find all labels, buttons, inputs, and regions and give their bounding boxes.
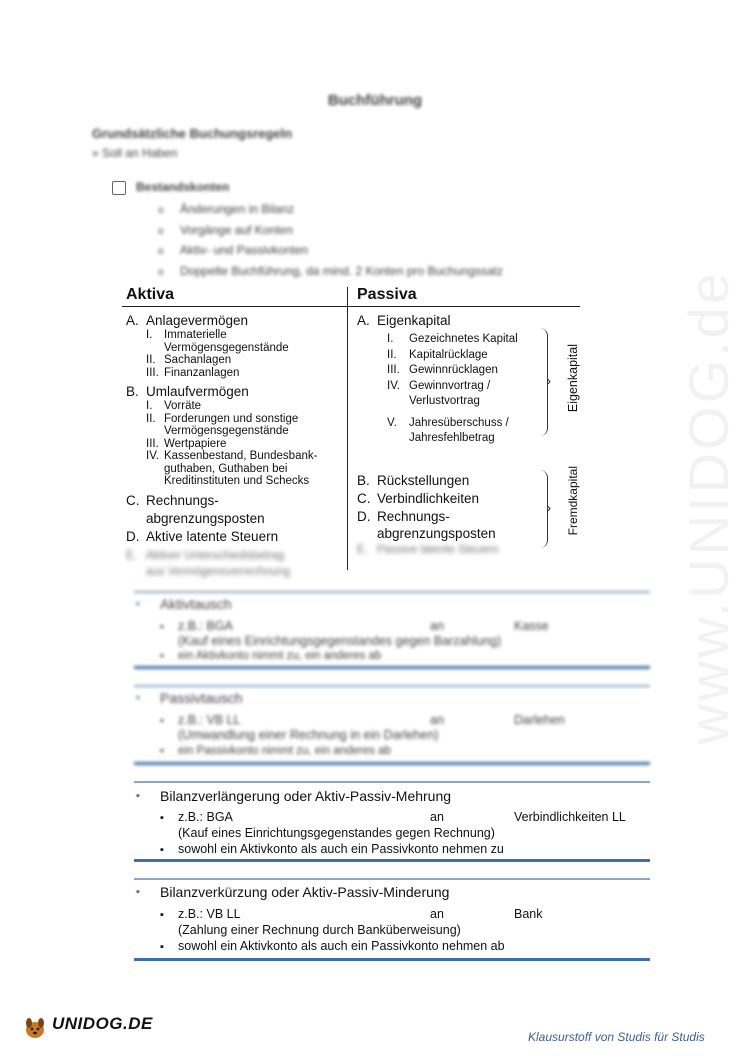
list-item: I. Gezeichnetes Kapital xyxy=(387,333,518,345)
list-item: o Aktiv- und Passivkonten xyxy=(158,241,503,262)
box-rule: ▪ sowohl ein Aktivkonto als auch ein Passivkonto nehmen zu xyxy=(160,841,504,858)
aktiva-c-cont: abgrenzungsposten xyxy=(146,510,265,526)
box-bilanzverkuerzung xyxy=(134,878,650,961)
box-example: ▪ z.B.: BGA xyxy=(160,809,233,826)
box-an: an xyxy=(430,810,444,824)
aktiva-d: D. Aktive latente Steuern xyxy=(126,528,279,544)
passiva-c: C. Verbindlichkeiten xyxy=(357,490,480,506)
list-item: V. Jahresüberschuss / xyxy=(387,416,509,429)
table-column-divider xyxy=(347,287,348,570)
watermark: www.UNIDOG.de xyxy=(677,270,740,745)
passiva-b: B. Rückstellungen xyxy=(357,472,470,488)
box-example: ▪ z.B.: VB LL xyxy=(160,712,241,729)
aktiva-b: B. Umlaufvermögen xyxy=(126,384,249,399)
aktiva-e-cont: aus Vermögensverrechnung xyxy=(146,565,290,578)
page-title: Buchführung xyxy=(327,92,423,109)
list-item: III. Finanzanlagen xyxy=(146,366,240,379)
list-item: II. Kapitalrücklage xyxy=(387,348,488,361)
aktiva-c: C. Rechnungs- xyxy=(126,492,219,508)
list-item: II. Sachanlagen xyxy=(146,354,232,366)
brace-tip-icon: › xyxy=(547,374,551,388)
box-note: (Umwandlung einer Rechnung in ein Darlehen) xyxy=(178,728,439,742)
list-item: Vermögensgegenstände xyxy=(164,341,289,354)
box-example: ▪ z.B.: VB LL xyxy=(160,906,241,923)
box-account: Darlehen xyxy=(514,713,565,727)
box-rule: ▪ sowohl ein Aktivkonto als auch ein Passivkonto nehmen ab xyxy=(160,938,505,955)
passiva-column xyxy=(357,312,547,556)
passiva-a-items xyxy=(357,332,547,447)
dog-logo-icon xyxy=(22,1016,48,1040)
box-note: (Zahlung einer Rechnung durch Banküberweisung) xyxy=(178,923,461,937)
list-item: I. Vorräte xyxy=(146,400,202,412)
box-aktivtausch xyxy=(134,591,650,669)
passiva-header: Passiva xyxy=(357,286,417,303)
box-example: ▪ z.B.: BGA xyxy=(160,618,233,635)
table-header-divider xyxy=(122,306,580,307)
list-item: o Änderungen in Bilanz xyxy=(158,200,503,221)
box-rule: ▪ ein Passivkonto nimmt zu, ein anderes ab xyxy=(160,743,391,759)
aktiva-b-items xyxy=(126,400,346,488)
brand-logo: UNIDOG.DE xyxy=(52,1014,153,1033)
box-note: (Kauf eines Einrichtungsgegenstandes gegen Barzahlung) xyxy=(178,634,502,648)
aktiva-e: E. Aktiver Unterschiedsbetrag xyxy=(126,549,285,562)
box-bilanzverlaengerung xyxy=(134,781,650,862)
aktiva-header: Aktiva xyxy=(126,286,175,303)
box-account: Verbindlichkeiten LL xyxy=(514,810,626,824)
box-note: (Kauf eines Einrichtungsgegenstandes gegen Rechnung) xyxy=(178,826,495,840)
list-item: Jahresfehlbetrag xyxy=(409,432,495,444)
list-item: II. Forderungen und sonstige xyxy=(146,412,299,425)
list-item: o Doppelte Buchführung, da mind. 2 Konten pro Buchungssatz xyxy=(158,262,503,283)
box-title: ▪ Aktivtausch xyxy=(136,596,232,612)
section-heading: Grundsätzliche Buchungsregeln xyxy=(92,126,293,141)
brace-tip-icon: › xyxy=(547,501,551,515)
list-item: guthaben, Guthaben bei xyxy=(164,462,288,475)
footer-tagline: Klausurstoff von Studis für Studis xyxy=(528,1030,705,1044)
section-subheading: » Soll an Haben xyxy=(92,146,178,160)
list-item: IV. Kassenbestand, Bundesbank- xyxy=(146,450,318,462)
checkbox-icon[interactable] xyxy=(112,181,126,195)
list-item: IV. Gewinnvortrag / xyxy=(387,379,491,392)
box-rule: ▪ ein Aktivkonto nimmt zu, ein anderes ab xyxy=(160,648,381,664)
aktiva-a-items xyxy=(126,329,346,379)
passiva-e: E. Passive latente Steuern xyxy=(357,543,499,556)
list-item: Vermögensgegenstände xyxy=(164,425,289,437)
box-an: an xyxy=(430,907,444,921)
box-account: Bank xyxy=(514,907,543,921)
box-an: an xyxy=(430,619,444,633)
box-title: ▪ Passivtausch xyxy=(136,690,242,706)
box-passivtausch xyxy=(134,685,650,765)
passiva-a: A. Eigenkapital xyxy=(357,313,451,328)
list-item: III. Gewinnrücklagen xyxy=(387,364,498,376)
passiva-d: D. Rechnungs- xyxy=(357,508,450,524)
box-an: an xyxy=(430,713,444,727)
list-item: Verlustvortrag xyxy=(409,395,480,407)
checkbox-label: Bestandskonten xyxy=(136,180,230,194)
list-item: III. Wertpapiere xyxy=(146,437,227,450)
box-account: Kasse xyxy=(514,619,549,633)
list-item: I. Immaterielle xyxy=(146,329,227,341)
list-item: o Vorgänge auf Konten xyxy=(158,221,503,242)
eigenkapital-label: Eigenkapital xyxy=(566,344,580,413)
passiva-d-cont: abgrenzungsposten xyxy=(377,525,496,541)
box-title: ▪ Bilanzverlängerung oder Aktiv-Passiv-Mehrung xyxy=(136,788,451,804)
aktiva-column xyxy=(126,312,346,580)
fremdkapital-label: Fremdkapital xyxy=(566,466,580,536)
sub-item-list xyxy=(158,200,503,282)
list-item: Kreditinstituten und Schecks xyxy=(164,475,310,487)
box-title: ▪ Bilanzverkürzung oder Aktiv-Passiv-Minderung xyxy=(136,884,449,900)
aktiva-a: A. Anlagevermögen xyxy=(126,313,249,328)
